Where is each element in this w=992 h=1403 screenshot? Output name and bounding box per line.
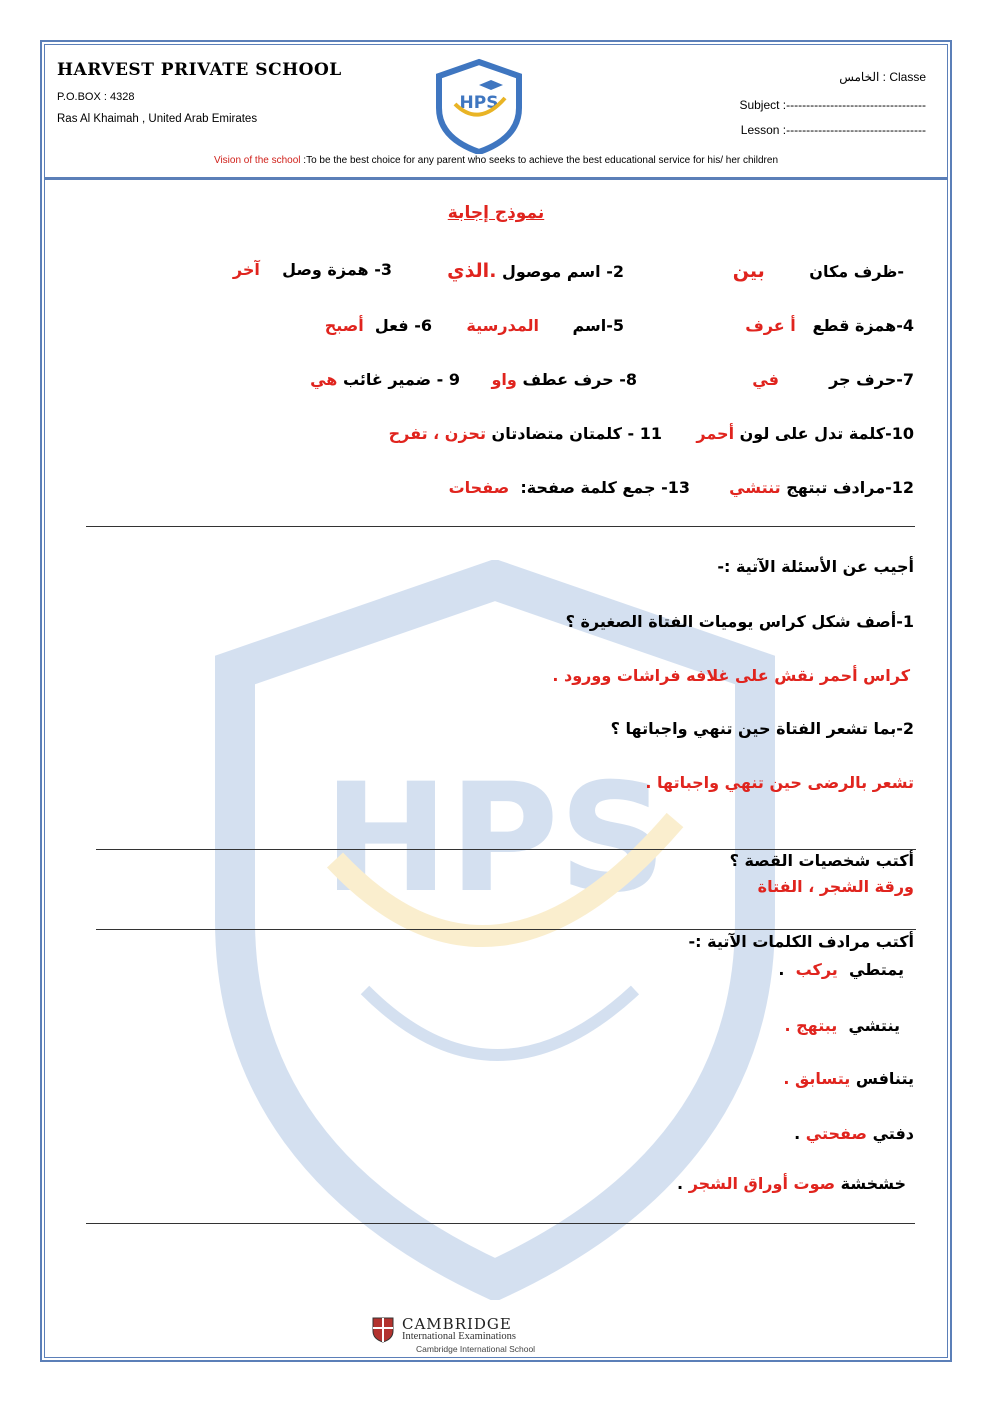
item-answer: هي: [310, 370, 338, 389]
item-label: 11 - كلمتان متضادتان: [491, 424, 662, 443]
section-divider: [96, 849, 916, 850]
characters-answer: ورقة الشجر ، الفتاة: [757, 877, 914, 896]
school-address: Ras Al Khaimah , United Arab Emirates: [57, 113, 258, 125]
synonym-item: [783, 1069, 914, 1088]
school-logo: [435, 58, 523, 154]
item-answer: المدرسية: [466, 316, 540, 335]
item-label: -ظرف مكان: [809, 262, 904, 281]
item-label: 9 - ضمير غائب: [342, 370, 460, 389]
cambridge-logo: [372, 1315, 612, 1357]
synonym-word: ينتشي: [848, 1016, 900, 1035]
synonym-dot: .: [778, 960, 785, 979]
synonym-answer: صفحتي: [805, 1124, 868, 1143]
item-label: 5-اسم: [572, 316, 624, 335]
item-label: 10-كلمة تدل على لون: [739, 424, 914, 443]
section-divider: [86, 526, 915, 527]
grammar-item-9: [310, 370, 460, 389]
item-answer: .الذي: [447, 260, 497, 282]
synonym-answer: صوت أوراق الشجر: [688, 1174, 836, 1193]
vision-statement: [0, 155, 992, 166]
item-answer: أصبح: [324, 316, 364, 335]
synonym-answer: يركب: [795, 960, 838, 979]
item-answer: صفحات: [448, 478, 510, 497]
item-answer: واو: [491, 370, 517, 389]
grammar-item-5: [466, 316, 624, 335]
questions-heading: أجيب عن الأسئلة الآتية :-: [717, 557, 914, 576]
synonym-word: يتنافس: [855, 1069, 914, 1088]
grammar-item-11: [389, 424, 662, 443]
po-box: P.O.BOX : 4328: [57, 91, 135, 103]
title-text: نموذج إجابة: [447, 203, 545, 223]
answer-1: كراس أحمر نقش على غلافه فراشات وورود .: [552, 666, 910, 685]
grammar-item-13: [449, 478, 690, 497]
item-label: 8- حرف عطف: [522, 370, 637, 389]
logo-text: HPS: [459, 93, 499, 113]
vision-label: Vision of the school: [213, 155, 301, 166]
synonym-answer: يبتهج .: [784, 1016, 838, 1035]
question-1: 1-أصف شكل كراس يوميات الفتاة الصغيرة ؟: [565, 612, 914, 631]
section-divider: [86, 1223, 915, 1224]
grammar-item-6: [325, 316, 432, 335]
school-name: HARVEST PRIVATE SCHOOL: [57, 60, 342, 80]
vision-text: :To be the best choice for any parent who seeks to achieve the best educational service for his/ her children: [300, 155, 779, 166]
characters-question: أكتب شخصيات القصة ؟: [729, 851, 914, 870]
item-answer: بين: [732, 260, 765, 282]
item-answer: تنتشي: [729, 478, 781, 497]
grammar-item-10: [696, 424, 914, 443]
cambridge-shield-icon: [372, 1317, 394, 1343]
question-2: 2-بما تشعر الفتاة حين تنهي واجباتها ؟: [610, 719, 914, 738]
synonym-item: [794, 1124, 914, 1143]
cambridge-name: CAMBRIDGE: [402, 1315, 512, 1333]
synonym-word: دفتي: [872, 1124, 914, 1143]
item-label: 2- اسم موصول: [502, 262, 624, 281]
page-title: [0, 203, 992, 223]
item-answer: أ عرف: [745, 316, 796, 335]
synonym-dot: .: [677, 1174, 684, 1193]
item-label: 4-همزة قطع: [812, 316, 914, 335]
synonyms-heading: أكتب مرادف الكلمات الآتية :-: [688, 932, 914, 951]
item-label: 7-حرف جر: [829, 370, 914, 389]
watermark-text: HPS: [323, 752, 667, 926]
grammar-item-12: [729, 478, 914, 497]
synonym-word: خشخشة: [840, 1174, 906, 1193]
item-answer: في: [752, 370, 779, 389]
synonym-item: [778, 960, 904, 979]
item-answer: أحمر: [696, 424, 735, 443]
synonym-word: يمتطي: [848, 960, 904, 979]
synonym-item: [785, 1016, 901, 1035]
cambridge-subtitle: International Examinations: [402, 1331, 517, 1342]
grammar-item-7: [752, 370, 914, 389]
header-separator: [44, 177, 948, 180]
item-label: 3- همزة وصل: [282, 260, 392, 279]
synonym-dot: .: [794, 1124, 801, 1143]
grammar-item-2: [447, 260, 624, 282]
item-answer: آخر: [232, 260, 260, 279]
section-divider: [96, 929, 916, 930]
synonym-answer: يتسابق .: [783, 1069, 851, 1088]
item-label: 6- فعل: [374, 316, 432, 335]
grammar-item-4: [745, 316, 914, 335]
class-field: الخامس : Classe: [839, 70, 926, 84]
item-label: 12-مرادف تبتهج: [786, 478, 914, 497]
lesson-field: Lesson :-----------------------------------: [740, 123, 926, 137]
subject-field: Subject :-----------------------------------: [739, 98, 926, 112]
answer-2: تشعر بالرضى حين تنهي واجباتها .: [645, 773, 914, 792]
synonym-item: [677, 1174, 906, 1193]
cambridge-school: Cambridge International School: [416, 1344, 536, 1354]
item-label: 13- جمع كلمة صفحة:: [520, 478, 690, 497]
item-answer: تحزن ، تفرح: [388, 424, 486, 443]
grammar-item-8: [491, 370, 637, 389]
grammar-item-1: [733, 260, 904, 282]
grammar-item-3: [233, 260, 392, 279]
